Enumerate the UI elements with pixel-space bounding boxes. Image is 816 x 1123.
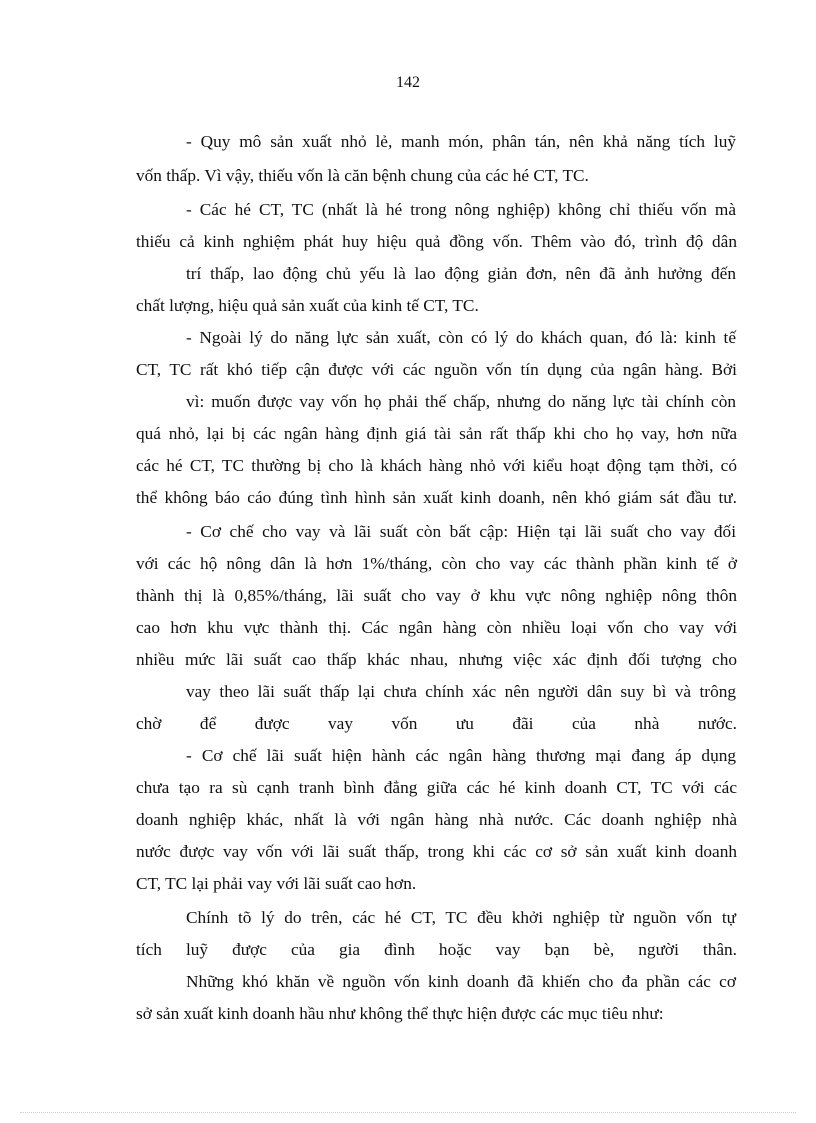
text-line: với các hộ nông dân là hơn 1%/tháng, còn cho vay các thành phần kinh tế ở (136, 554, 737, 573)
text-line: - Các hé CT, TC (nhất là hé trong nông nghiệp) không chỉ thiếu vốn mà (186, 200, 736, 219)
text-line: sở sản xuất kinh doanh hầu như không thể thực hiện được các mục tiêu như: (136, 1004, 664, 1023)
text-line: Chính tõ lý do trên, các hé CT, TC đều khởi nghiệp từ nguồn vốn tự (186, 908, 736, 927)
text-line: thiếu cả kinh nghiệm phát huy hiệu quả đồng vốn. Thêm vào đó, trình độ dân (136, 232, 737, 251)
text-line: thành thị là 0,85%/tháng, lãi suất cho vay ở khu vực nông nghiệp nông thôn (136, 586, 737, 605)
text-line: CT, TC lại phải vay với lãi suất cao hơn. (136, 874, 417, 893)
text-line: thể không báo cáo đúng tình hình sản xuất kinh doanh, nên khó giám sát đầu tư. (136, 488, 737, 507)
text-line: cao hơn khu vực thành thị. Các ngân hàng còn nhiều loại vốn cho vay với (136, 618, 737, 637)
text-line: tích luỹ được của gia đình hoặc vay bạn bè, người thân. (136, 940, 737, 959)
text-line: vay theo lãi suất thấp lại chưa chính xác nên người dân suy bì và trông (186, 682, 736, 701)
text-line: Những khó khăn về nguồn vốn kinh doanh đã khiến cho đa phần các cơ (186, 972, 736, 991)
text-line: trí thấp, lao động chủ yếu là lao động giản đơn, nên đã ảnh hưởng đến (186, 264, 736, 283)
text-line: vì: muốn được vay vốn họ phải thế chấp, nhưng do năng lực tài chính còn (186, 392, 736, 411)
text-line: nhiều mức lãi suất cao thấp khác nhau, nhưng việc xác định đối tượng cho (136, 650, 737, 669)
text-line: - Cơ chế lãi suất hiện hành các ngân hàng thương mại đang áp dụng (186, 746, 736, 765)
text-line: - Cơ chế cho vay và lãi suất còn bất cập: Hiện tại lãi suất cho vay đối (186, 522, 736, 541)
text-line: quá nhỏ, lại bị các ngân hàng định giá tài sản rất thấp khi cho họ vay, hơn nữa (136, 424, 737, 443)
page-bottom-divider (20, 1112, 796, 1113)
text-line: - Ngoài lý do năng lực sản xuất, còn có lý do khách quan, đó là: kinh tế (186, 328, 736, 347)
text-line: doanh nghiệp khác, nhất là với ngân hàng nhà nước. Các doanh nghiệp nhà (136, 810, 737, 829)
text-line: các hé CT, TC thường bị cho là khách hàng nhỏ với kiểu hoạt động tạm thời, có (136, 456, 737, 475)
text-line: chờ để được vay vốn ưu đãi của nhà nước. (136, 714, 737, 733)
text-line: nước được vay vốn với lãi suất thấp, trong khi các cơ sở sản xuất kinh doanh (136, 842, 737, 861)
text-line: chưa tạo ra sù cạnh tranh bình đẳng giữa các hé kinh doanh CT, TC với các (136, 778, 737, 797)
page-number: 142 (396, 74, 420, 91)
text-line: chất lượng, hiệu quả sản xuất của kinh tế CT, TC. (136, 296, 479, 315)
text-line: - Quy mô sản xuất nhỏ lẻ, manh món, phân tán, nên khả năng tích luỹ (186, 132, 736, 151)
text-line: CT, TC rất khó tiếp cận được với các nguồn vốn tín dụng của ngân hàng. Bởi (136, 360, 737, 379)
text-line: vốn thấp. Vì vậy, thiếu vốn là căn bệnh chung của các hé CT, TC. (136, 166, 589, 185)
